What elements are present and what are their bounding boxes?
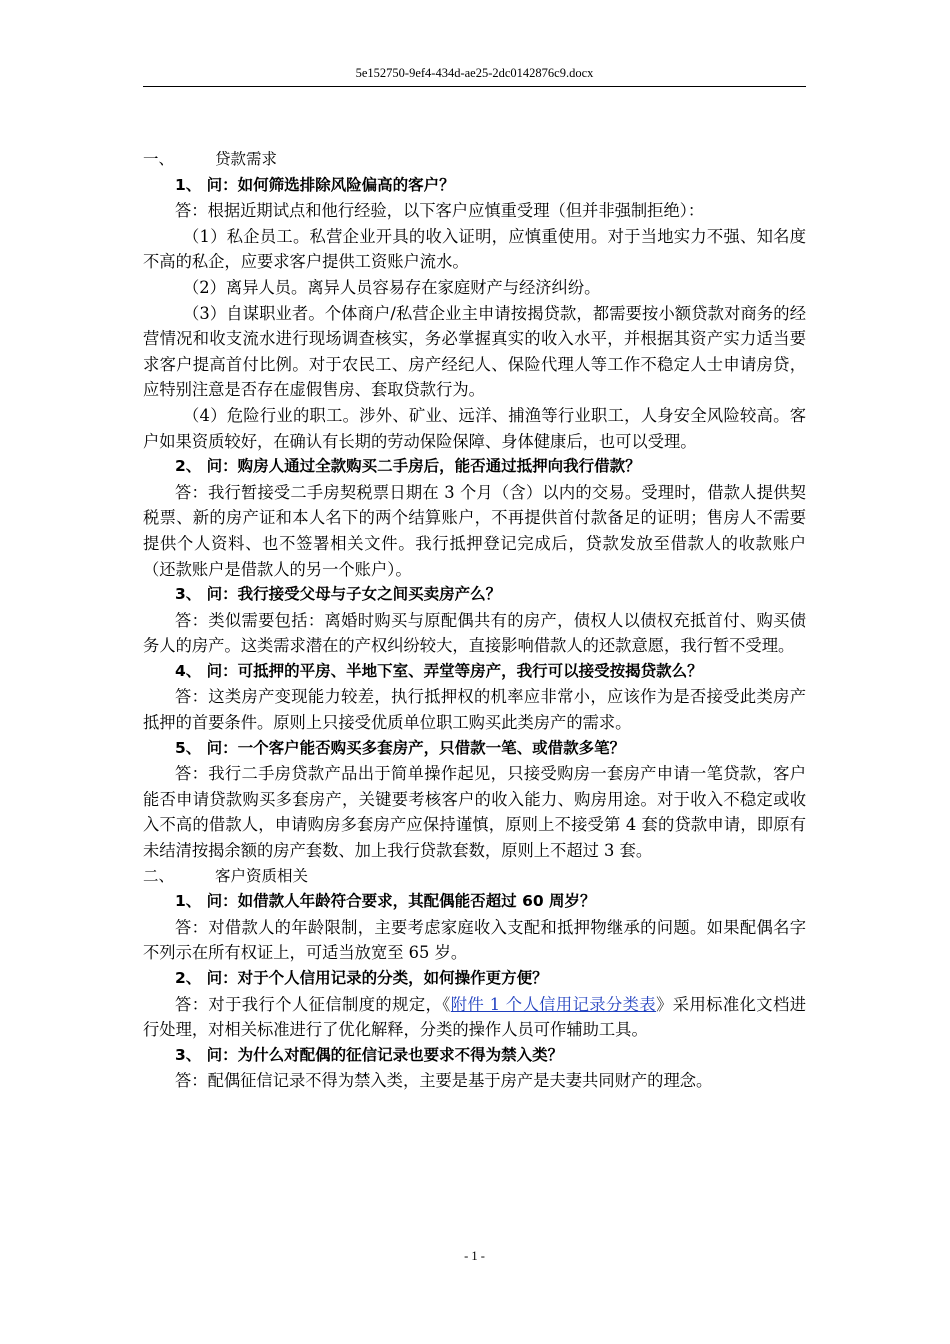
- answer-paragraph: 答：对借款人的年龄限制，主要考虑家庭收入支配和抵押物继承的问题。如果配偶名字不列示在所有权证上，可适当放宽至 65 岁。: [143, 917, 806, 963]
- attachment-link[interactable]: 附件 1 个人信用记录分类表: [450, 994, 657, 1014]
- question-heading: 2、 问：对于个人信用记录的分类，如何操作更方便？: [175, 969, 548, 987]
- question-heading: 3、 问：我行接受父母与子女之间买卖房产么？: [175, 585, 502, 604]
- section-number: 一、: [143, 150, 175, 168]
- answer-paragraph: 答：配偶征信记录不得为禁入类，主要是基于房产是夫妻共同财产的理念。: [175, 1071, 713, 1091]
- list-item: （1）私企员工。私营企业开具的收入证明，应慎重使用。对于当地实力不强、知名度不高的私企，应要求客户提供工资账户流水。: [143, 226, 806, 272]
- section-number: 二、: [143, 866, 175, 885]
- answer-text: 答：对于我行个人征信制度的规定，《: [175, 994, 451, 1014]
- list-item: （3）自谋职业者。个体商户/私营企业主申请按揭贷款，都需要按小额贷款对商务的经营情况和收支流水进行现场调查核实，务必掌握真实的收入水平，并根据其资产实力适当要求客户提高首付比例。对于农民工、房产经纪人、保险代理人等工作不稳定人士申请房贷，应特别注意是否存在虚假售房、套取贷款行为。: [143, 303, 806, 400]
- question-heading: 1、 问：如何筛选排除风险偏高的客户？: [175, 175, 455, 194]
- header-rule: [143, 86, 806, 87]
- section-heading-customer-qualification: [143, 864, 806, 890]
- list-item: （4）危险行业的职工。涉外、矿业、远洋、捕渔等行业职工，人身安全风险较高。客户如果资质较好，在确认有长期的劳动保险保障、身体健康后，也可以受理。: [143, 405, 806, 451]
- answer-paragraph: 答：根据近期试点和他行经验，以下客户应慎重受理（但并非强制拒绝）：: [175, 201, 705, 221]
- answer-text: 》采用标准化文档进行处理，对相关标准进行了优化解释，分类的操作人员可作辅助工具。: [143, 994, 806, 1040]
- question-heading: 4、 问：可抵押的平房、半地下室、弄堂等房产，我行可以接受按揭贷款么？: [175, 661, 703, 680]
- answer-paragraph: [143, 992, 806, 1043]
- list-item: （2）离异人员。离异人员容易存在家庭财产与经济纠纷。: [183, 277, 601, 297]
- answer-paragraph: 答：这类房产变现能力较差，执行抵押权的机率应非常小，应该作为是否接受此类房产抵押的首要条件。原则上只接受优质单位职工购买此类房产的需求。: [143, 687, 806, 733]
- page-number: - 1 -: [464, 1249, 485, 1263]
- document-header-filename: 5e152750-9ef4-434d-ae25-2dc0142876c9.docx: [355, 66, 594, 80]
- question-heading: 1、 问：如借款人年龄符合要求，其配偶能否超过 60 周岁？: [175, 892, 596, 911]
- section-title: 贷款需求: [215, 150, 278, 168]
- answer-paragraph: 答：类似需要包括：离婚时购买与原配偶共有的房产，债权人以债权充抵首付、购买债务人的房产。这类需求潜在的产权纠纷较大，直接影响借款人的还款意愿，我行暂不受理。: [143, 610, 806, 656]
- section-heading-loan-demand: [143, 147, 806, 173]
- answer-paragraph: 答：我行暂接受二手房契税票日期在 3 个月（含）以内的交易。受理时，借款人提供契税票、新的房产证和本人名下的两个结算账户，不再提供首付款备足的证明；售房人不需要提供个人资料、也不签署相关文件。我行抵押登记完成后，贷款发放至借款人的收款账户（还款账户是借款人的另一个账户）。: [143, 482, 806, 579]
- section-title: 客户资质相关: [215, 866, 309, 885]
- document-body: [143, 147, 806, 1094]
- question-heading: 3、 问：为什么对配偶的征信记录也要求不得为禁入类？: [175, 1045, 564, 1064]
- answer-paragraph: 答：我行二手房贷款产品出于简单操作起见，只接受购房一套房产申请一笔贷款，客户能否申请贷款购买多套房产，关键要考核客户的收入能力、购房用途。对于收入不稳定或收入不高的借款人，申请购房多套房产应保持谨慎，原则上不接受第 4 套的贷款申请，即原有未结清按揭余额的房产套数、加上我行贷款套数，原则上不超过 3 套。: [143, 764, 806, 861]
- question-heading: 2、 问：购房人通过全款购买二手房后，能否通过抵押向我行借款？: [175, 457, 641, 476]
- question-heading: 5、 问：一个客户能否购买多套房产，只借款一笔、或借款多笔？: [175, 738, 626, 757]
